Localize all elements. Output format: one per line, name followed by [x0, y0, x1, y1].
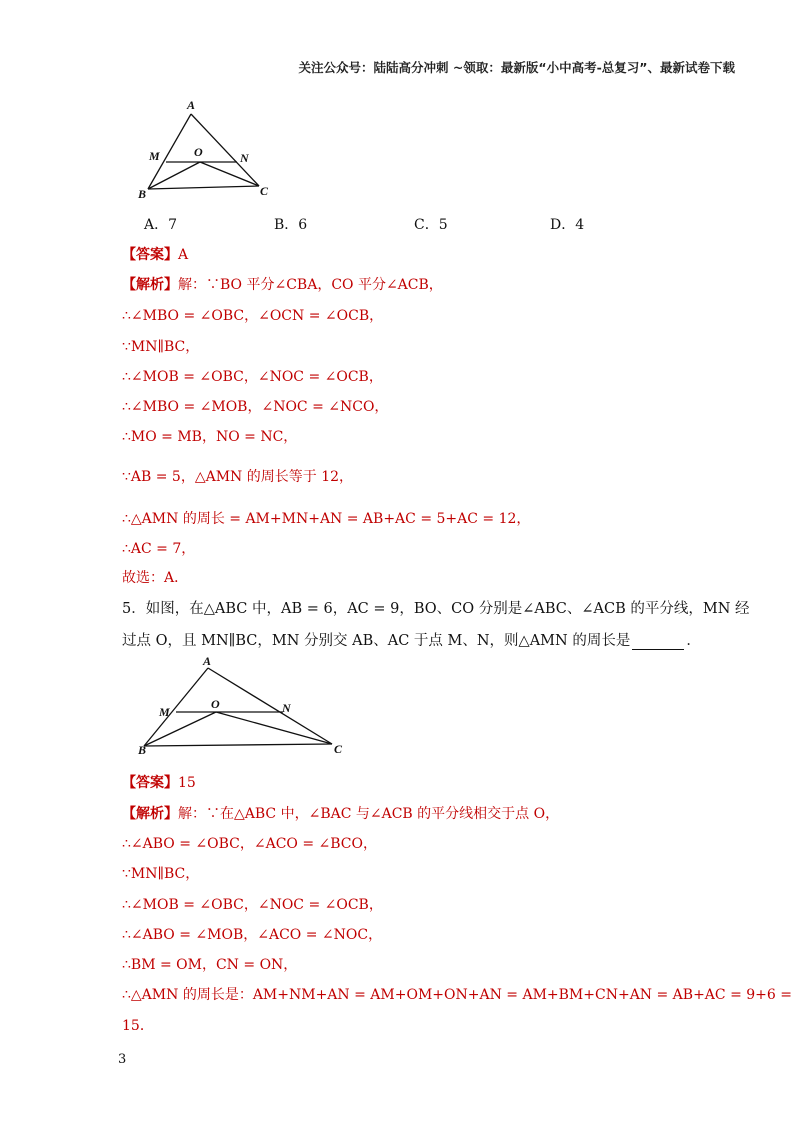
analysis-1-line-9: ∴AC = 7， — [122, 541, 196, 557]
label-b: B — [138, 187, 147, 201]
analysis-2-line-6: ∴BM = OM，CN = ON， — [122, 957, 298, 973]
answer-2 — [122, 772, 196, 792]
label-m: M — [149, 149, 160, 163]
answer-1 — [122, 244, 188, 264]
analysis-1-line-5: ∴∠MBO = ∠MOB，∠NOC = ∠NCO， — [122, 399, 389, 415]
page-number: 3 — [118, 1052, 127, 1067]
analysis-1-line-4: ∴∠MOB = ∠OBC，∠NOC = ∠OCB， — [122, 369, 383, 385]
option-c: C．5 — [414, 217, 448, 233]
label-a: A — [203, 654, 212, 668]
question-5-text: 过点 O，且 MN∥BC，MN 分别交 AB、AC 于点 M、N，则△AMN 的周长是 — [122, 633, 631, 649]
question-5-line-1: 5．如图，在△ABC 中，AB = 6，AC = 9，BO、CO 分别是∠ABC、∠ACB 的平分线，MN 经 — [122, 601, 750, 617]
analysis-1-line-3: ∵MN∥BC， — [122, 339, 200, 355]
analysis-2-line-7: ∴△AMN 的周长是：AM+NM+AN = AM+OM+ON+AN = AM+BM+CN+AN = AB+AC = 9+6 = — [122, 987, 792, 1003]
label-c: C — [334, 742, 343, 756]
analysis-2-line-5: ∴∠ABO = ∠MOB，∠ACO = ∠NOC， — [122, 927, 383, 943]
triangle-figure-2 — [132, 654, 352, 760]
analysis-1-line-7: ∵AB = 5，△AMN 的周长等于 12， — [122, 469, 354, 485]
analysis-text: 解：∵BO 平分∠CBA，CO 平分∠ACB， — [178, 277, 443, 293]
analysis-2-line-8: 15． — [122, 1018, 154, 1034]
analysis-2-line-3: ∵MN∥BC， — [122, 866, 200, 882]
analysis-text: 解：∵在△ABC 中，∠BAC 与∠ACB 的平分线相交于点 O， — [178, 806, 560, 822]
label-b: B — [138, 743, 147, 757]
option-d: D．4 — [550, 217, 585, 233]
answer-tag: 【答案】 — [122, 247, 178, 263]
analysis-1-line-1 — [122, 274, 443, 294]
option-a: A．7 — [144, 217, 178, 233]
question-5-line-2 — [122, 629, 701, 650]
answer-tag: 【答案】 — [122, 775, 178, 791]
analysis-2-line-4: ∴∠MOB = ∠OBC，∠NOC = ∠OCB， — [122, 897, 383, 913]
label-o: O — [211, 697, 220, 711]
label-m: M — [159, 705, 170, 719]
analysis-1-line-6: ∴MO = MB，NO = NC， — [122, 429, 298, 445]
answer-blank — [632, 635, 684, 650]
analysis-tag: 【解析】 — [122, 806, 178, 822]
triangle-figure-1 — [136, 96, 286, 206]
analysis-2-line-1 — [122, 803, 559, 823]
label-a: A — [187, 98, 196, 112]
label-o: O — [194, 145, 203, 159]
analysis-tag: 【解析】 — [122, 277, 178, 293]
analysis-1-line-2: ∴∠MBO = ∠OBC，∠OCN = ∠OCB， — [122, 308, 384, 324]
answer-value: 15 — [178, 775, 196, 791]
option-b: B．6 — [274, 217, 308, 233]
analysis-1-line-8: ∴△AMN 的周长 = AM+MN+AN = AB+AC = 5+AC = 12， — [122, 511, 531, 527]
label-n: N — [240, 151, 249, 165]
label-n: N — [282, 701, 291, 715]
label-c: C — [260, 184, 269, 198]
page-header: 关注公众号：陆陆高分冲刺 ~领取：最新版“小中高考-总复习”、最新试卷下载 — [298, 60, 735, 75]
question-5-end: ． — [686, 633, 701, 649]
analysis-1-line-10: 故选：A． — [122, 570, 189, 586]
analysis-2-line-2: ∴∠ABO = ∠OBC，∠ACO = ∠BCO， — [122, 836, 378, 852]
answer-value: A — [178, 247, 189, 263]
